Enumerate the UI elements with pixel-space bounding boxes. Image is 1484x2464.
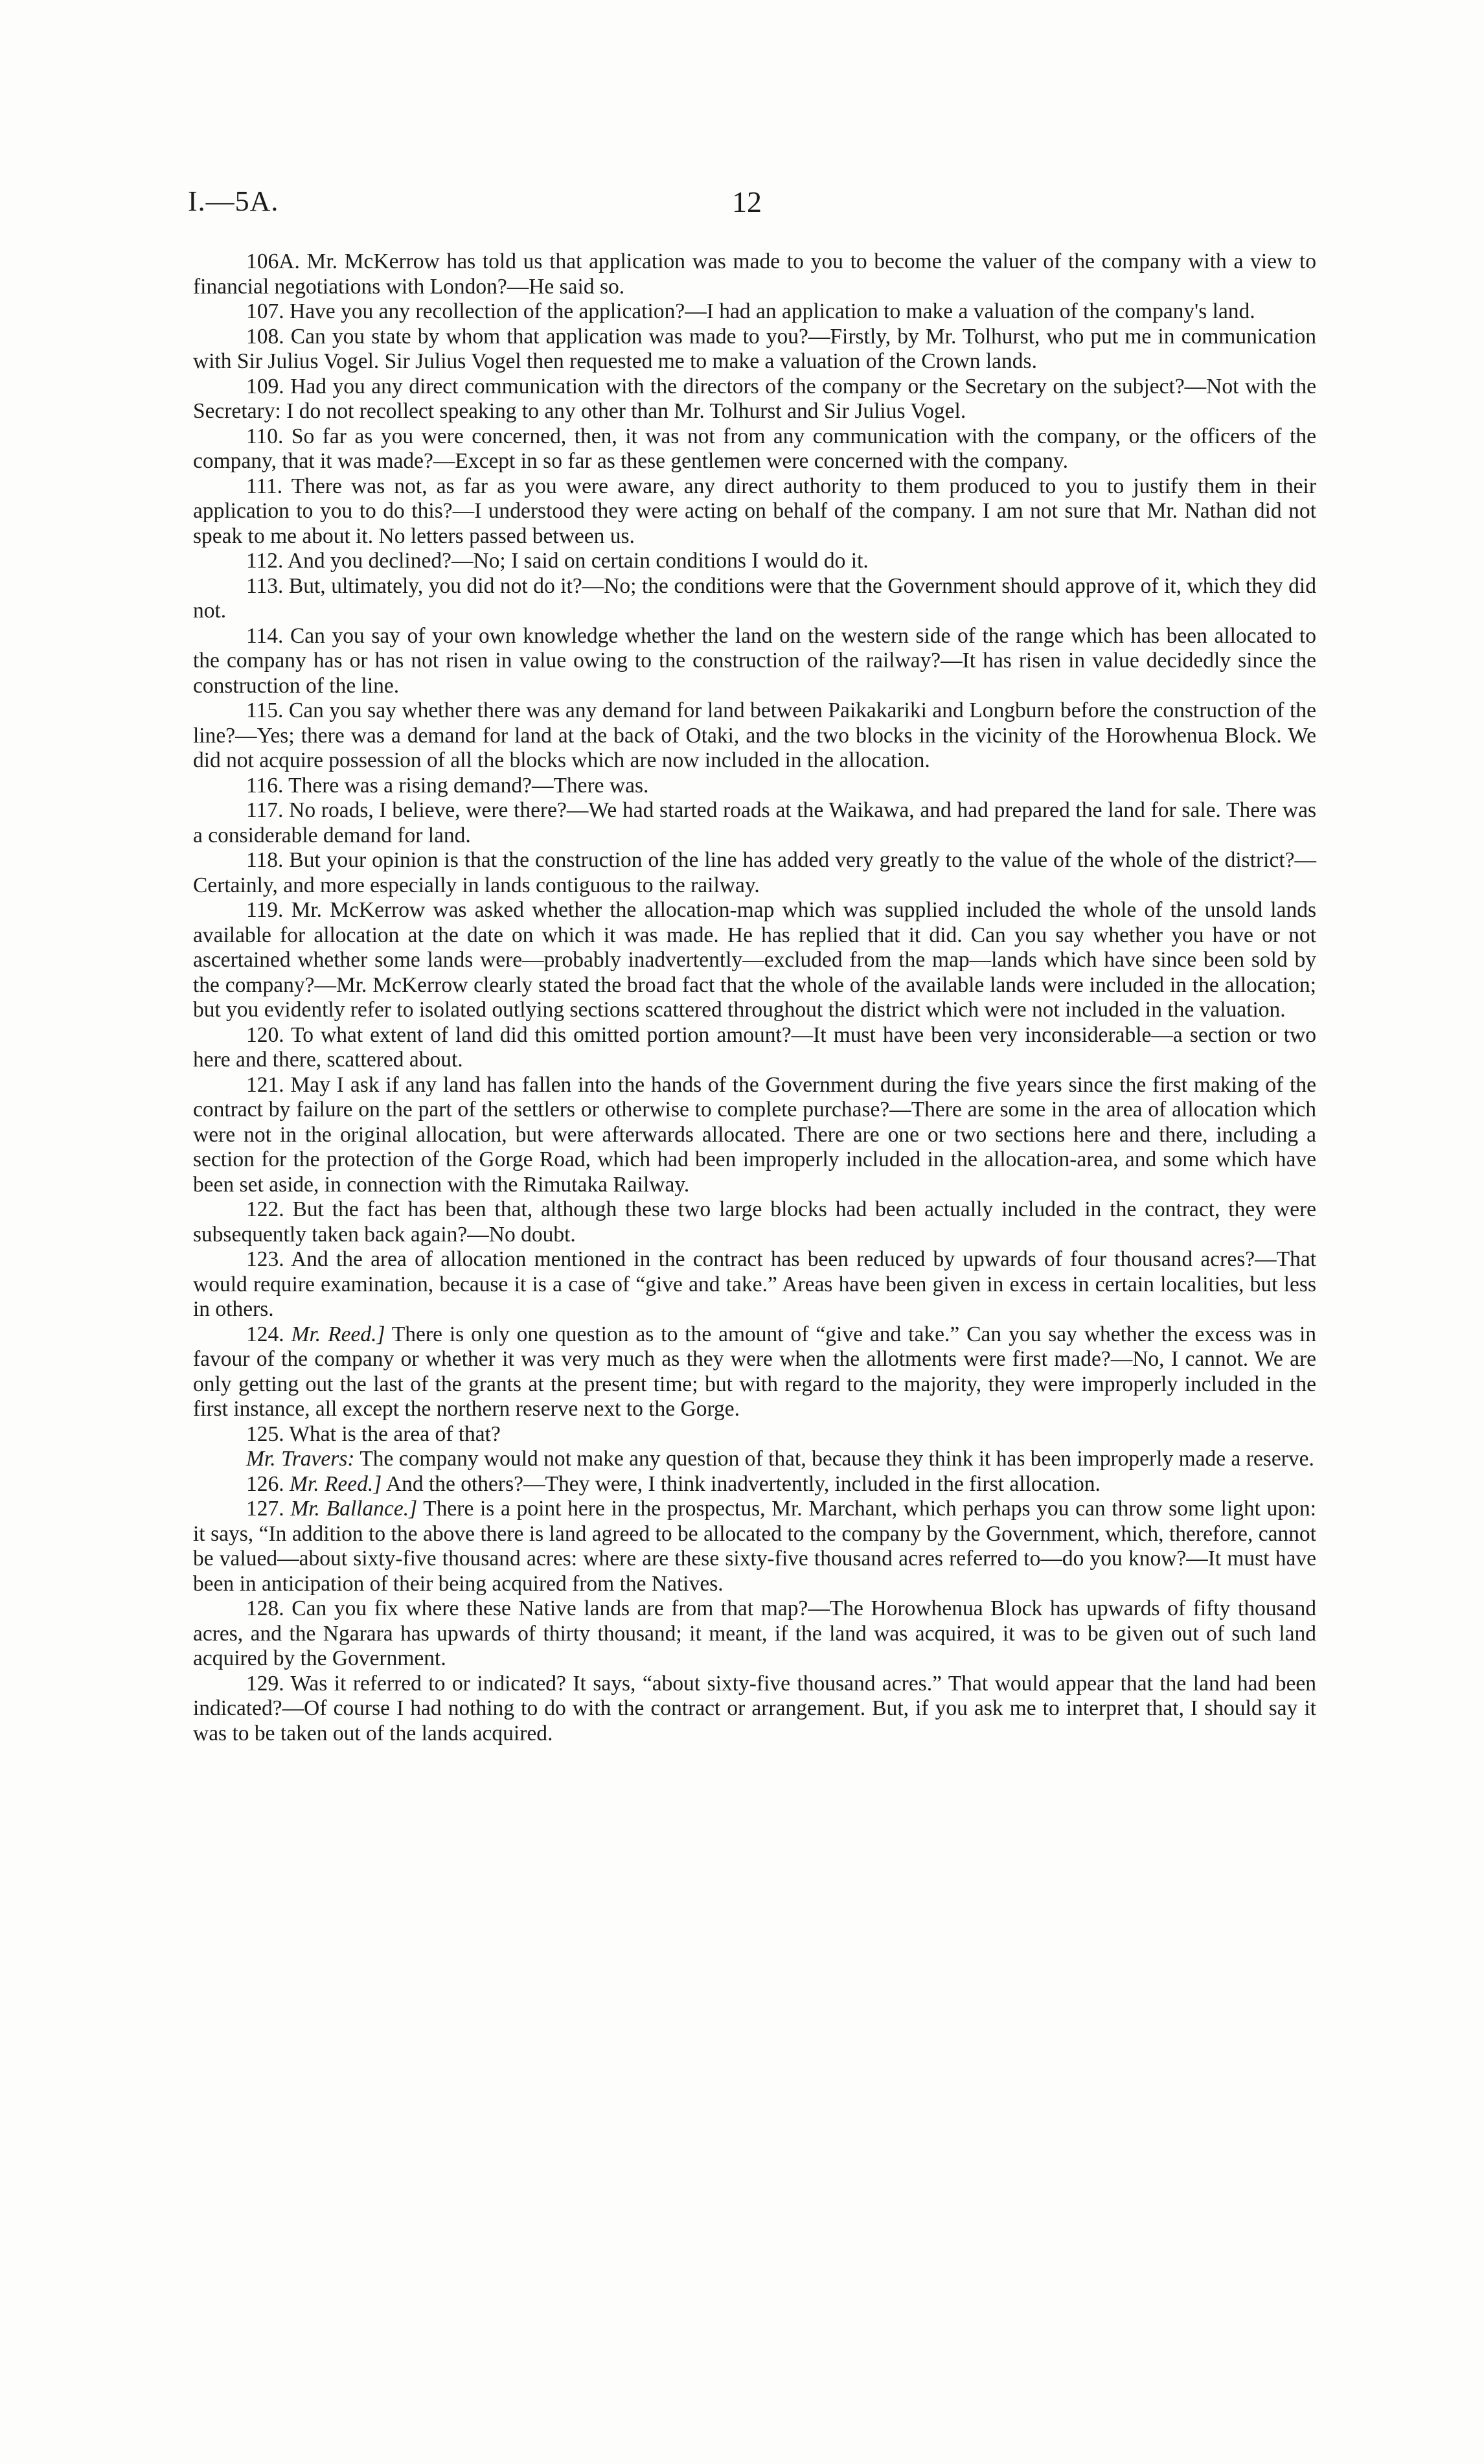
paragraph-text: The company would not make any question of that, because they think it has been improperly made a reserve. (360, 1447, 1314, 1471)
paragraph-106a: 106A. Mr. McKerrow has told us that application was made to you to become the valuer of the company with a view to financial negotiations with London?—He said so. (193, 249, 1316, 299)
paragraph-115: 115. Can you say whether there was any demand for land between Paikakariki and Longburn before the construction of the line?—Yes; there was a demand for land at the back of Otaki, and the two blocks in the vicinity of the Horowhenua Block. We did not acquire possession of all the blocks which are now included in the allocation. (193, 698, 1316, 772)
paragraph-114: 114. Can you say of your own knowledge whether the land on the western side of the range which has been allocated to the company has or has not risen in value owing to the construction of the railway?—It has risen in value decidedly since the construction of the line. (193, 623, 1316, 698)
paragraph-travers (193, 1447, 1316, 1472)
paragraph-117: 117. No roads, I believe, were there?—We had started roads at the Waikawa, and had prepared the land for sale. There was a considerable demand for land. (193, 798, 1316, 847)
document-body (193, 249, 1316, 1746)
paragraph-108: 108. Can you state by whom that application was made to you?—Firstly, by Mr. Tolhurst, who put me in communication with Sir Julius Vogel. Sir Julius Vogel then requested me to make a valuation of the Crown lands. (193, 324, 1316, 373)
document-reference: I.—5A. (188, 185, 279, 217)
speaker-label: Mr. Travers: (246, 1447, 355, 1471)
paragraph-118: 118. But your opinion is that the construction of the line has added very greatly to the value of the whole of the district?—Certainly, and more especially in lands contiguous to the railway. (193, 848, 1316, 897)
paragraph-126 (193, 1472, 1316, 1497)
paragraph-124 (193, 1322, 1316, 1422)
paragraph-109: 109. Had you any direct communication with the directors of the company or the Secretary on the subject?—Not with the Secretary: I do not recollect speaking to any other than Mr. Tolhurst and Sir Julius Vogel. (193, 374, 1316, 423)
paragraph-125: 125. What is the area of that? (246, 1422, 501, 1446)
paragraph-121: 121. May I ask if any land has fallen into the hands of the Government during the five years since the first making of the contract by failure on the part of the settlers or otherwise to complete purchase?—There are some in the area of allocation which were not in the original allocation, but were afterwards allocated. There are one or two sections here and there, including a section for the protection of the Gorge Road, which had been improperly included in the allocation-area, and some which have been set aside, in connection with the Rimutaka Railway. (193, 1072, 1316, 1197)
paragraph-127 (193, 1497, 1316, 1596)
paragraph-123: 123. And the area of allocation mentioned in the contract has been reduced by upwards of four thousand acres?—That would require examination, because it is a case of “give and take.” Areas have been given in excess in certain localities, but less in others. (193, 1247, 1316, 1321)
paragraph-number: 124. (246, 1322, 284, 1346)
paragraph-129: 129. Was it referred to or indicated? It says, “about sixty-five thousand acres.” That would appear that the land had been indicated?—Of course I had nothing to do with the contract or arrangement. But, if you ask me to interpret that, I should say it was to be taken out of the lands acquired. (193, 1671, 1316, 1745)
paragraph-113: 113. But, ultimately, you did not do it?—No; the conditions were that the Government should approve of it, which they did not. (193, 573, 1316, 623)
speaker-label: Mr. Reed.] (290, 1471, 382, 1496)
paragraph-number: 126. (246, 1471, 284, 1496)
speaker-label: Mr. Ballance.] (290, 1497, 418, 1521)
speaker-label: Mr. Reed.] (291, 1322, 385, 1346)
paragraph-text: There is a point here in the prospectus, Mr. Marchant, which perhaps you can throw some light upon: it says, “In addition to the above there is land agreed to be allocated to the company by the Government, which, therefore, cannot be valued—about sixty-five thousand acres: where are these sixty-five thousand acres referred to—do you know?—It must have been in anticipation of their being acquired from the Natives. (193, 1497, 1316, 1596)
paragraph-112: 112. And you declined?—No; I said on certain conditions I would do it. (246, 549, 869, 573)
paragraph-text: And the others?—They were, I think inadvertently, included in the first allocation. (385, 1471, 1101, 1496)
page-header (188, 185, 1315, 224)
paragraph-116: 116. There was a rising demand?—There was. (246, 773, 649, 798)
page-number: 12 (732, 185, 762, 218)
paragraph-128: 128. Can you fix where these Native lands are from that map?—The Horowhenua Block has upwards of fifty thousand acres, and the Ngarara has upwards of thirty thousand; it meant, if the land was acquired, it was to be given out of such land acquired by the Government. (193, 1596, 1316, 1670)
paragraph-110: 110. So far as you were concerned, then, it was not from any communication with the company, or the officers of the company, that it was made?—Except in so far as these gentlemen were concerned with the company. (193, 424, 1316, 473)
paragraph-number: 127. (246, 1497, 284, 1521)
paragraph-120: 120. To what extent of land did this omitted portion amount?—It must have been very inconsiderable—a section or two here and there, scattered about. (193, 1022, 1316, 1072)
paragraph-122: 122. But the fact has been that, although these two large blocks had been actually included in the contract, they were subsequently taken back again?—No doubt. (193, 1197, 1316, 1247)
paragraph-119: 119. Mr. McKerrow was asked whether the allocation-map which was supplied included the whole of the unsold lands available for allocation at the date on which it was made. He has replied that it did. Can you say whether you have or not ascertained whether some lands were—probably inadvertently—excluded from the map—lands which have since been sold by the company?—Mr. McKerrow clearly stated the broad fact that the whole of the available lands were included in the allocation; but you evidently refer to isolated outlying sections scattered throughout the district which were not included in the valuation. (193, 898, 1316, 1022)
paragraph-text: There is only one question as to the amount of “give and take.” Can you say whether the excess was in favour of the company or whether it was very much as they were when the allotments were first made?—No, I cannot. We are only getting out the last of the grants at the present time; but with regard to the majority, they were improperly included in the first instance, all except the northern reserve next to the Gorge. (193, 1322, 1317, 1421)
paragraph-111: 111. There was not, as far as you were aware, any direct authority to them produced to you to justify them in their application to you to do this?—I understood they were acting on behalf of the company. I am not sure that Mr. Nathan did not speak to me about it. No letters passed between us. (193, 474, 1316, 548)
paragraph-107: 107. Have you any recollection of the application?—I had an application to make a valuation of the company's land. (246, 299, 1255, 323)
